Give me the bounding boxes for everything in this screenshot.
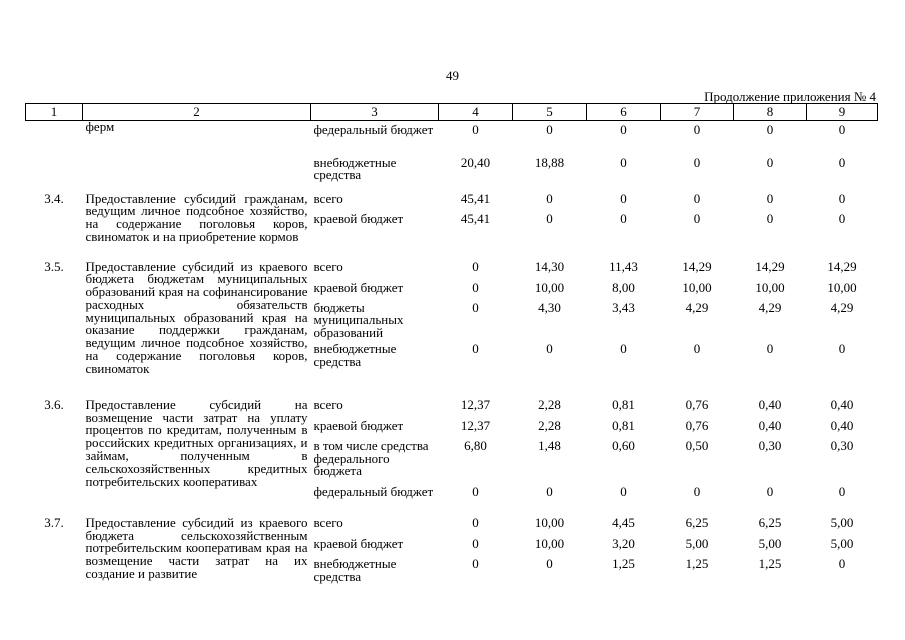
value-cell: 0: [546, 210, 553, 226]
value-cell: 0: [766, 340, 774, 356]
value-cell: 0: [693, 154, 701, 170]
funding-source: краевой бюджет: [313, 210, 404, 226]
table-body: [26, 121, 878, 597]
value-cell: 4,30: [538, 299, 561, 315]
value-cell: 12,37: [460, 417, 491, 433]
funding-source: краевой бюджет: [313, 417, 404, 433]
value-cell: 0: [838, 555, 846, 571]
value-cell: 0: [693, 210, 701, 226]
value-cell: 0: [546, 122, 553, 137]
value-cell: 0: [838, 340, 846, 356]
funding-source: всего: [313, 514, 343, 530]
value-cell: 0,81: [612, 417, 635, 433]
funding-source: бюджеты муниципальных образований: [313, 299, 404, 341]
value-cell: 5,00: [830, 535, 854, 551]
value-cell: 0: [472, 340, 479, 356]
funding-source: федеральный бюджет: [313, 483, 434, 499]
table-row: [26, 396, 878, 417]
value-cell: 0: [620, 154, 627, 170]
value-cell: 14,30: [534, 258, 565, 274]
value-cell: 0,40: [758, 396, 782, 412]
funding-source: всего: [313, 396, 343, 412]
value-cell: 0: [766, 154, 774, 170]
header-cell: 8: [734, 104, 807, 121]
item-number: 3.7.: [44, 514, 64, 530]
value-cell: 8,00: [612, 279, 635, 295]
value-cell: 1,25: [685, 555, 709, 571]
value-cell: 0,30: [758, 437, 782, 453]
value-cell: 0,30: [830, 437, 854, 453]
value-cell: 4,45: [612, 514, 635, 530]
value-cell: 0: [838, 210, 846, 226]
value-cell: 4,29: [830, 299, 854, 315]
value-cell: 14,29: [755, 258, 785, 274]
header-cell: 6: [587, 104, 661, 121]
value-cell: 6,25: [758, 514, 782, 530]
value-cell: 45,41: [460, 190, 491, 206]
page-number: 49: [446, 68, 459, 83]
value-cell: 11,43: [609, 258, 638, 274]
item-number: [26, 121, 83, 190]
continuation-note: Продолжение приложения № 4: [704, 89, 876, 104]
value-cell: 14,29: [682, 258, 712, 274]
value-cell: 3,43: [612, 299, 635, 315]
value-cell: 20,40: [460, 154, 491, 170]
value-cell: 0: [472, 514, 479, 530]
value-cell: 2,28: [538, 417, 561, 433]
funding-source: краевой бюджет: [313, 279, 404, 295]
value-cell: 0,40: [830, 417, 854, 433]
header-cell: 5: [513, 104, 587, 121]
value-cell: 1,25: [612, 555, 635, 571]
value-cell: 0: [546, 483, 553, 499]
funding-source: федеральный бюджет: [313, 122, 434, 137]
value-cell: 5,00: [685, 535, 709, 551]
value-cell: 5,00: [830, 514, 854, 530]
value-cell: 0,81: [612, 396, 635, 412]
header-row: [26, 104, 878, 121]
value-cell: 0: [546, 190, 553, 206]
value-cell: 0: [766, 122, 774, 137]
header-cell: 2: [83, 104, 311, 121]
value-cell: 0: [472, 299, 479, 315]
value-cell: 6,80: [464, 437, 487, 453]
header-cell: 4: [439, 104, 513, 121]
value-cell: 0: [620, 340, 627, 356]
value-cell: 6,25: [685, 514, 709, 530]
value-cell: 2,28: [538, 396, 561, 412]
value-cell: 0,40: [830, 396, 854, 412]
value-cell: 0: [838, 154, 846, 170]
value-cell: 4,29: [758, 299, 782, 315]
value-cell: 1,25: [758, 555, 782, 571]
item-description: Предоставление субсидий на возмещение части затрат на уплату процентов по кредитам, полученным в российских кредитных организациях, и займам, полученным в сельскохозяйственных кредитных потребительских кооперативах: [85, 396, 308, 489]
funding-source: краевой бюджет: [313, 535, 404, 551]
funding-source: внебюджетные средства: [313, 555, 397, 584]
header-cell: 3: [311, 104, 439, 121]
value-cell: 10,00: [682, 279, 712, 295]
item-description: ферм: [85, 119, 115, 134]
value-cell: 0,50: [685, 437, 709, 453]
budget-table: [25, 103, 878, 597]
funding-source: внебюджетные средства: [313, 340, 397, 369]
value-cell: 0: [472, 258, 479, 274]
item-number: 3.5.: [44, 258, 64, 274]
value-cell: 0: [838, 190, 846, 206]
value-cell: 5,00: [758, 535, 782, 551]
header-cell: 9: [807, 104, 878, 121]
table-row: [26, 190, 878, 210]
value-cell: 4,29: [685, 299, 709, 315]
value-cell: 3,20: [612, 535, 635, 551]
item-description: Предоставление субсидий из краевого бюджета бюджетам муниципальных образований края на софинансирование расходных обязательств муниципальных образований края на оказание поддержки гражданам, ведущим личное подсобное хозяйство, на содержание поголовья коров, свиноматок: [85, 258, 308, 376]
value-cell: 0: [766, 483, 774, 499]
value-cell: 0: [693, 340, 701, 356]
value-cell: 0,40: [758, 417, 782, 433]
value-cell: 0: [838, 483, 846, 499]
value-cell: 0: [693, 122, 701, 137]
table-row: [26, 514, 878, 535]
item-description: Предоставление субсидий гражданам, ведущим личное подсобное хозяйство, на содержание поголовья коров, свиноматок и на приобретение кормов: [85, 190, 308, 244]
value-cell: 0: [620, 122, 627, 137]
value-cell: 0: [472, 279, 479, 295]
value-cell: 0,60: [612, 437, 635, 453]
value-cell: 0: [766, 190, 774, 206]
value-cell: 0: [620, 483, 627, 499]
value-cell: 0,76: [685, 417, 709, 433]
item-number: 3.4.: [44, 190, 64, 206]
value-cell: 18,88: [534, 154, 565, 170]
value-cell: 0: [472, 535, 479, 551]
value-cell: 0: [693, 483, 701, 499]
value-cell: 0,76: [685, 396, 709, 412]
value-cell: 0: [546, 555, 553, 571]
value-cell: 0: [620, 210, 627, 226]
item-number: 3.6.: [44, 396, 64, 412]
value-cell: 0: [472, 555, 479, 571]
value-cell: 45,41: [460, 210, 491, 226]
value-cell: 10,00: [827, 279, 857, 295]
value-cell: 10,00: [755, 279, 785, 295]
value-cell: 12,37: [460, 396, 491, 412]
value-cell: 0: [620, 190, 627, 206]
value-cell: 0: [546, 340, 553, 356]
value-cell: 0: [766, 210, 774, 226]
value-cell: 14,29: [827, 258, 857, 274]
value-cell: 10,00: [534, 535, 565, 551]
funding-source: в том числе средства федерального бюджета: [313, 437, 429, 479]
header-cell: 1: [26, 104, 83, 121]
funding-source: внебюджетные средства: [313, 154, 397, 183]
header-cell: 7: [661, 104, 734, 121]
funding-source: всего: [313, 258, 343, 274]
value-cell: 0: [838, 122, 846, 137]
value-cell: 10,00: [534, 279, 565, 295]
table-row: [26, 258, 878, 279]
table-row: [26, 121, 878, 154]
value-cell: 0: [472, 483, 479, 499]
item-description: Предоставление субсидий из краевого бюджета сельскохозяйственным потребительским кооперативам края на возмещение части затрат на их создание и развитие: [85, 514, 308, 582]
value-cell: 1,48: [538, 437, 561, 453]
value-cell: 10,00: [534, 514, 565, 530]
value-cell: 0: [472, 122, 479, 137]
funding-source: всего: [313, 190, 343, 206]
value-cell: 0: [693, 190, 701, 206]
